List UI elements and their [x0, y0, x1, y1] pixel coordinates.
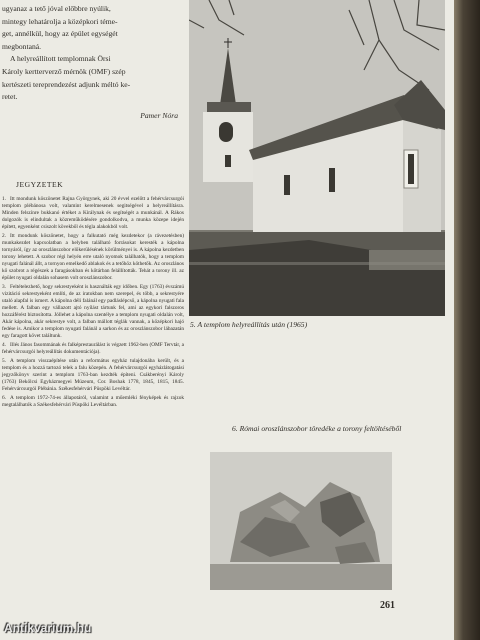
- author-signature: Pamer Nóra: [140, 110, 178, 120]
- note-number: 6.: [2, 394, 6, 401]
- note-item: [2, 358, 184, 393]
- note-text: Itt mondunk köszönetet, hogy a falkutató még kezdetekor (a rávezetésben) munkakezdet kapcsolatban a helyben található forrásokat keresték a kápolna tornyáról, így az oroszlánszobor előkerülésének körülményei is. A kápolna kezdetben torony lehetett. A szobor régi helyén erre utaló nyomok találhatók, hogy a templom nyugati falánál állt, a tornyon emelkedő ablakok és a tetőhöz köthetők. Az oroszlános kő szobrot a régészek a faragásokban és kőtárban felállították. Tehát a torony ill. az épület nyugati oldalán sohasem volt oroszlánszobor.: [2, 232, 184, 281]
- intro-line: mintegy lehatárolja a középkori téme-: [2, 16, 118, 26]
- note-item: [2, 342, 184, 356]
- watermark-logo: Antikvarium.hu: [4, 621, 92, 635]
- intro-line: Károly kertterverző mérnök (OMF) szép: [2, 66, 126, 76]
- page-number: 261: [380, 600, 395, 611]
- note-text: Feltételezhető, hogy sekrestyeként is használták egy időben. Egy (1763) évszámú vizitáció sekrestyeként említi, de az iratokban nem szerepel, és több, a sekrestyére utaló alapfal is ismert. A kápolna déli falánál egy padláslépcső, a kápolna nyugati fala mellett. A falban egy vállazott ajtó nyílást tártunk fel, ami az egykori falszoros hozzáférést biztosította. Jóllehet a kápolna szentélye a templom nyugati oldalán volt, Akár kápolna, akár sekrestye volt, a falban mállott téglák vannak, a középkori hajó fedése is. Amikor a templom nyugati falánál a sarkon és az oroszlánszobor lábazatán egy faragott követ találtunk.: [2, 283, 184, 339]
- note-text: A templom 1972-74-es állapotáról, valamint a műemléki fényképek és rajzok megtalálhatók a Székesfehérvári Püspöki Levéltárban.: [2, 394, 184, 408]
- note-text: A templom visszaépítése után a református egyház tulajdonába került, és a templom és a hozzá tartozó telek a falu közepén. A fehérvárcsurgói egyházlátogatási jegyzőkönyv szerint a templom 1763-ban kezdték építeni. Csákberényi Károly (1763) Bekölcsi Egyházmegyei Múzeum, Cor. Boshak 1778, 1845, 1815, 1845. Fehérvárcsurgói Plébánia. Székesfehérvári Püspöki Levéltár.: [2, 357, 184, 392]
- photo-caption: 6. Római oroszlánszobor töredéke a torony feltöltéséből: [232, 424, 402, 433]
- intro-line: ugyanaz a tető jóval előbbre nyúlik,: [2, 4, 111, 13]
- sculpture-illustration: [210, 452, 392, 590]
- church-illustration: [189, 0, 445, 316]
- intro-line: A helyreállított templomnak Örsi: [10, 54, 111, 64]
- note-item: [2, 196, 184, 231]
- intro-line: megbontaná.: [2, 41, 42, 51]
- note-item: [2, 395, 184, 409]
- note-number: 5.: [2, 357, 6, 364]
- intro-text: [2, 4, 184, 103]
- notes-list: [2, 196, 184, 409]
- intro-line: get, annélkül, hogy az épület egységét: [2, 29, 118, 39]
- note-text: Itt mondunk köszönetet Rajna Györgynek, aki 20 évvel ezelőtt a fehérvárcsurgói templom plébánosa volt, valamint kerelmesenek segitségével a helyreállításra. Minden felszínre bukkanó értéket a Királynak és segítségét a munkánál. A Rákos dolgozók is elindultak a közreműködésére gondolkodva, a munka közepe idején épített, egyenként csiszolt kövekből és tégla alakokból volt.: [2, 195, 184, 230]
- left-text-column: [2, 4, 184, 411]
- photo-caption: 5. A templom helyreállítás után (1965): [190, 320, 308, 329]
- note-number: 2.: [2, 232, 6, 239]
- note-number: 3.: [2, 283, 6, 290]
- lion-sculpture-photo: [210, 452, 392, 590]
- note-text: Illés János fasommának és falképrestaurálást is végzett 1962-ben (OMF Tervtár, a fehérvárcsurgói helyreállítás dokumentációja).: [2, 341, 184, 355]
- note-number: 4.: [2, 341, 6, 348]
- note-number: 1.: [2, 195, 6, 202]
- book-binding-edge: [454, 0, 480, 640]
- church-photo: [189, 0, 445, 316]
- intro-line: kertészeti tereprendezést adjunk méltó ke-: [2, 79, 131, 89]
- note-item: [2, 233, 184, 282]
- intro-line: retet.: [2, 92, 18, 102]
- note-item: [2, 284, 184, 340]
- notes-heading: JEGYZETEK: [16, 180, 64, 190]
